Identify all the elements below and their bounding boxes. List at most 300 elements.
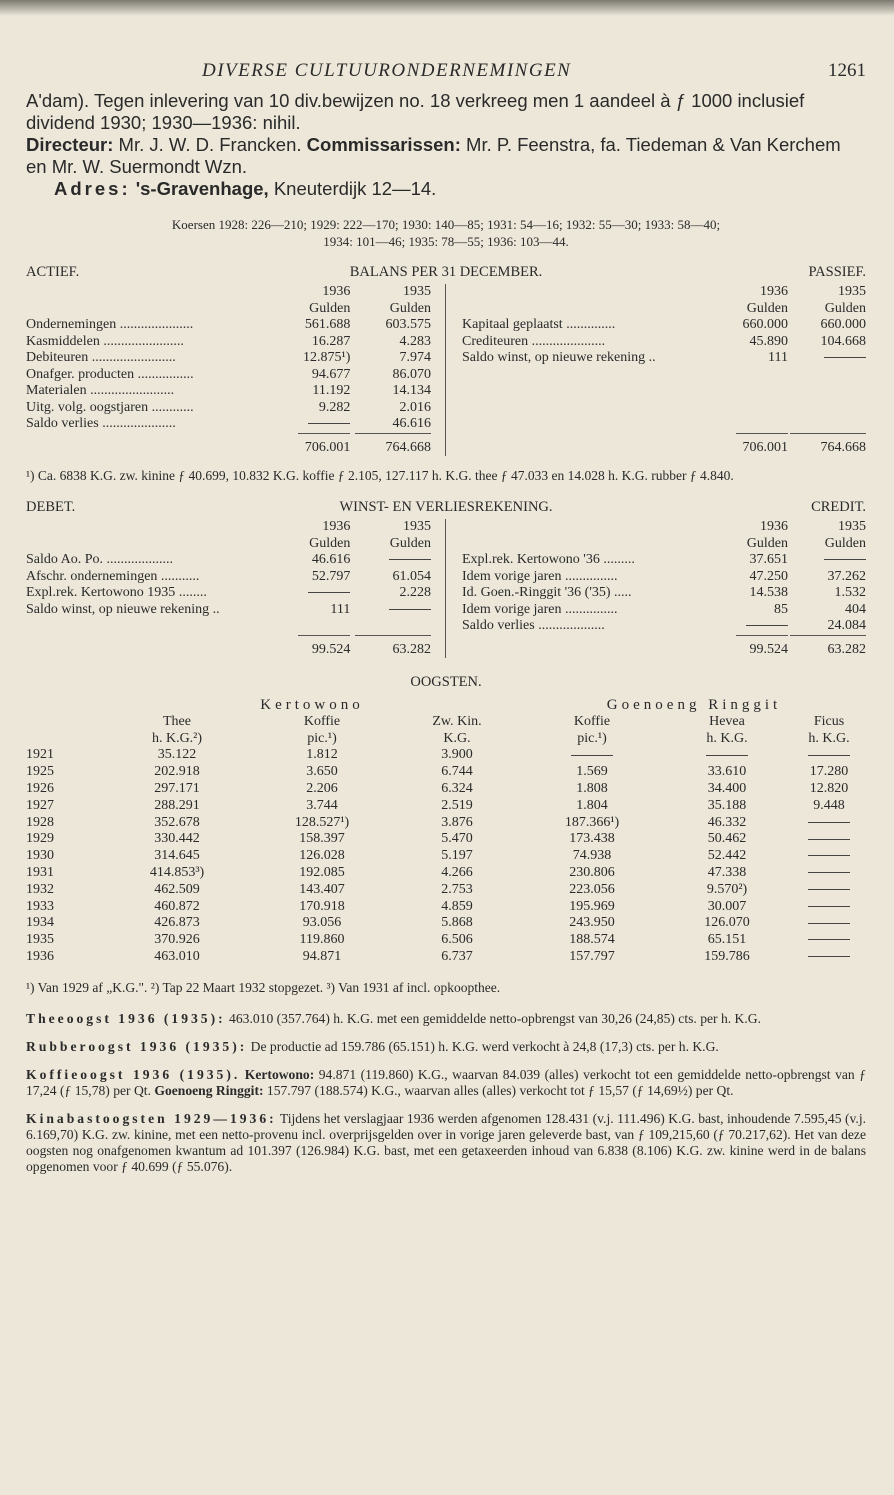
dot-leader: ............... [561, 601, 618, 617]
kina-label: Kinabastoogsten 1929—1936: [26, 1110, 277, 1126]
intro-line: A'dam). Tegen inlevering van 10 div.bewijzen no. 18 verkreeg men 1 aandeel à ƒ 1000 inclusief dividend 1930; 1930—1936: nihil. [26, 90, 805, 133]
value-cell: 426.873 [154, 915, 200, 931]
passief-table [462, 284, 866, 456]
table-row [26, 915, 866, 932]
column-header: Koffie [573, 713, 611, 729]
total-previous [350, 433, 431, 457]
value-current: 11.192 [312, 383, 351, 398]
row-label-text: Materialen [26, 383, 87, 398]
dot-leader: .. [209, 601, 220, 617]
column-header: Zw. Kin. [432, 713, 482, 729]
koffie-label: Koffieoogst 1936 (1935). [26, 1066, 241, 1082]
rubber-paragraph [26, 1039, 866, 1055]
column-header: pic.¹) [307, 730, 337, 746]
row-label [462, 334, 732, 351]
value-cell: 187.366¹) [564, 814, 620, 830]
value-cell: 463.010 [154, 948, 200, 964]
value-cell: 119.860 [299, 932, 345, 948]
column-header: h. K.G.²) [151, 730, 203, 746]
koersen [26, 216, 866, 250]
value-previous: 14.134 [392, 383, 431, 398]
year-cell: 1934 [26, 915, 54, 931]
total-current [298, 635, 350, 659]
value-cell: 6.506 [441, 932, 473, 948]
value-cell: 170.918 [299, 898, 345, 914]
dot-leader: ......... [599, 552, 635, 567]
dot-leader: ................ [134, 366, 194, 382]
row-label-text: Expl.rek. Kertowono 1935 [26, 585, 176, 600]
rubber-label: Rubberoogst 1936 (1935): [26, 1038, 248, 1054]
dot-leader: .............. [562, 317, 616, 332]
value-cell: 35.188 [707, 797, 747, 813]
column-header: h. K.G. [808, 730, 850, 746]
value-cell: 352.678 [154, 814, 200, 830]
table-row [26, 602, 431, 619]
value-cell: 202.918 [154, 764, 200, 780]
value-cell: 1.808 [576, 780, 608, 796]
balans-footnote: ¹) Ca. 6838 K.G. zw. kinine ƒ 40.699, 10.832 K.G. koffie ƒ 2.105, 127.117 h. K.G. thee ƒ 47.033 en 14.028 h. K.G. rubber ƒ 4.840. [26, 468, 734, 483]
value-cell: 157.797 [569, 948, 615, 964]
row-label [462, 602, 732, 619]
column-header: K.G. [443, 730, 471, 746]
dash-mark [808, 822, 850, 823]
dash-mark [808, 872, 850, 873]
value-previous [788, 350, 866, 367]
table-row [26, 949, 866, 966]
value-cell [792, 915, 866, 932]
table-row [26, 781, 866, 798]
dot-leader: ............... [561, 568, 618, 584]
value-cell [792, 848, 866, 865]
value-cell: 1.812 [306, 747, 338, 763]
value-cell [792, 932, 866, 949]
dash-mark [308, 423, 350, 424]
total-previous-value: 764.668 [790, 433, 866, 457]
dot-leader: ................... [534, 618, 605, 633]
row-label [26, 569, 298, 586]
column-header: Ficus [813, 713, 845, 729]
row-label-text: Idem vorige jaren [462, 601, 562, 617]
value-previous [788, 552, 866, 569]
table-row [26, 764, 866, 781]
koersen-line-1: Koersen 1928: 226—210; 1929: 222—170; 1930: 140—85; 1931: 54—16; 1932: 55—30; 1933: 58—40; [171, 217, 721, 232]
value-cell: 173.438 [569, 831, 615, 847]
spacer-row [462, 367, 866, 384]
spacer-row [462, 400, 866, 417]
table-row [26, 815, 866, 832]
row-label [26, 383, 298, 400]
row-label [26, 350, 298, 367]
running-title: DIVERSE CULTUURONDERNEMINGEN [202, 60, 572, 81]
page-number: 1261 [828, 60, 866, 81]
table-row [26, 416, 431, 433]
spacer-row [26, 618, 431, 635]
year-cell: 1935 [26, 932, 54, 948]
value-cell: 314.645 [154, 848, 200, 864]
value-cell: 35.122 [157, 747, 197, 763]
passief-label: PASSIEF. [808, 264, 866, 280]
year-cell: 1928 [26, 814, 54, 830]
year-head: 1935 [838, 284, 866, 299]
oogsten-footnote: ¹) Van 1929 af „K.G.". ²) Tap 22 Maart 1932 stopgezet. ³) Van 1931 af incl. opkoopthee. [26, 979, 501, 995]
value-cell: 46.332 [707, 814, 747, 830]
total-row [26, 635, 431, 659]
total-row [26, 433, 431, 457]
spacer-row [462, 383, 866, 400]
row-label-text: Kapitaal geplaatst [462, 317, 563, 332]
dash-mark [808, 855, 850, 856]
row-label-text: Id. Goen.-Ringgit '36 ('35) [462, 585, 611, 600]
oogsten-title: OOGSTEN. [410, 674, 482, 690]
value-current: 16.287 [311, 333, 351, 349]
table-row [26, 865, 866, 882]
dot-leader: ............ [148, 399, 194, 415]
table-row [462, 552, 866, 569]
directeur-label: Directeur: [26, 134, 114, 155]
value-cell: 128.527¹) [294, 814, 350, 830]
table-row [26, 552, 431, 569]
column-header: Thee [163, 713, 191, 729]
value-previous [350, 552, 431, 569]
year-cell: 1930 [26, 848, 54, 864]
table-row [462, 602, 866, 619]
dot-leader: ..... [610, 585, 632, 600]
value-cell: 370.926 [154, 932, 200, 948]
value-cell: 230.806 [569, 864, 615, 880]
year-cell: 1929 [26, 831, 54, 847]
kina-paragraph [26, 1111, 866, 1175]
value-cell: 3.900 [441, 747, 473, 763]
column-header: pic.¹) [577, 730, 607, 746]
dash-mark [389, 609, 431, 610]
row-label [26, 400, 298, 417]
credit-table [462, 519, 866, 658]
koersen-line-2: 1934: 101—46; 1935: 78—55; 1936: 103—44. [323, 234, 569, 249]
dash-mark [571, 755, 613, 756]
value-previous: 1.532 [834, 585, 866, 600]
table-row [26, 585, 431, 602]
directors-line [26, 134, 866, 178]
balans-heading [26, 264, 866, 284]
value-cell: 47.338 [707, 864, 747, 880]
value-cell [522, 747, 662, 764]
value-cell: 3.744 [306, 797, 338, 813]
total-current [732, 635, 788, 659]
value-cell: 223.056 [569, 881, 615, 897]
row-label [26, 602, 298, 619]
value-cell [792, 949, 866, 966]
kina-text: Tijdens het verslagjaar 1936 werden afgenomen 128.431 (v.j. 111.496) K.G. bast, inhoudende 7.595,45 (v.j. 6.169,70) K.G. zw. kinine, met een netto-provenu incl. overprijsgelden over in vorige jaren geleverde bast, van ƒ 109,215,60 (ƒ 70.217,62). Het van deze oogsten nog onafgenomen kwantum ad 101.397 (126.984) K.G. bast, met een getaxeerden inhoud van 6.838 (8.106) K.G. zw. kinine werd in de balans opgenomen voor ƒ 40.699 (ƒ 55.076). [26, 1110, 867, 1174]
dash-mark [808, 939, 850, 940]
value-cell: 33.610 [707, 764, 747, 780]
dot-leader: ..................... [528, 333, 606, 349]
dash-mark [808, 889, 850, 890]
thee-text: 463.010 (357.764) h. K.G. met een gemiddelde netto-opbrengst van 30,26 (24,85) cts. per h. K.G. [225, 1010, 761, 1026]
year-head: 1936 [760, 284, 788, 299]
value-cell: 6.737 [441, 948, 473, 964]
koffie-text-1: 94.871 (119.860) K.G., waarvan 84.039 (alles) verkocht tot een gemiddelde netto-opbrengst van ƒ 17,24 (ƒ 15,78) per Qt. [26, 1066, 866, 1098]
dot-leader: ................... [103, 552, 174, 567]
value-previous: 7.974 [399, 350, 431, 365]
value-cell: 6.744 [441, 764, 473, 780]
row-label [26, 334, 298, 351]
value-current: 111 [768, 350, 788, 365]
directeur-text: Mr. J. W. D. Francken. [113, 134, 307, 155]
dash-mark [824, 357, 866, 358]
value-cell: 330.442 [154, 831, 200, 847]
value-current: 85 [774, 601, 788, 617]
row-label-text: Ondernemingen [26, 317, 117, 332]
table-row [462, 334, 866, 351]
value-cell: 288.291 [154, 797, 200, 813]
year-head: 1936 [760, 519, 788, 534]
row-label-text: Onafger. producten [26, 366, 135, 382]
value-cell: 414.853³) [149, 864, 205, 880]
adres-text: Kneuterdijk 12—14. [268, 178, 437, 199]
total-previous [350, 635, 431, 659]
row-label [26, 317, 298, 334]
dot-leader: ..................... [98, 416, 176, 431]
value-cell: 4.859 [441, 898, 473, 914]
row-label-text: Afschr. ondernemingen [26, 568, 158, 584]
value-current: 660.000 [742, 317, 788, 332]
dash-mark [746, 625, 788, 626]
year-head: 1935 [838, 519, 866, 534]
table-row [26, 899, 866, 916]
table-row [26, 798, 866, 815]
value-current: 9.282 [318, 399, 351, 415]
value-cell: 34.400 [707, 780, 747, 796]
value-previous [350, 602, 431, 619]
koffie-paragraph [26, 1067, 866, 1099]
value-previous: 86.070 [392, 366, 431, 382]
value-cell [792, 747, 866, 764]
dash-mark [706, 755, 748, 756]
year-cell: 1921 [26, 747, 54, 763]
dash-mark [808, 906, 850, 907]
balans-table [26, 284, 866, 456]
table-row [26, 882, 866, 899]
winst-table [26, 519, 866, 658]
total-previous [788, 433, 866, 457]
credit-label: CREDIT. [811, 499, 866, 515]
value-previous: 660.000 [820, 317, 866, 332]
value-current: 12.875¹) [303, 350, 351, 365]
row-label [462, 569, 732, 586]
value-previous: 2.016 [399, 399, 431, 415]
year-cell: 1927 [26, 797, 54, 813]
total-current-value: 706.001 [298, 433, 350, 457]
document-page [26, 56, 866, 1187]
value-cell: 2.206 [306, 780, 338, 796]
row-label-text: Saldo winst, op nieuwe rekening [462, 350, 646, 365]
total-previous-value: 764.668 [355, 433, 431, 457]
table-row [26, 350, 431, 367]
unit-head: Gulden [746, 535, 788, 551]
value-previous: 46.616 [392, 416, 431, 431]
thee-paragraph [26, 1011, 866, 1027]
table-row [26, 367, 431, 384]
total-label [462, 433, 732, 457]
koffie-text-2: 157.797 (188.574) K.G., waarvan alles (alles) verkocht tot ƒ 15,57 (ƒ 14,69½) per Qt. [263, 1082, 734, 1098]
unit-head: Gulden [309, 300, 351, 316]
row-label-text: Saldo Ao. Po. [26, 552, 104, 567]
value-current: 45.890 [749, 333, 788, 349]
value-cell: 50.462 [707, 831, 747, 847]
value-cell: 9.570²) [706, 881, 748, 897]
company-intro [26, 90, 866, 200]
row-label-text: Crediteuren [462, 333, 529, 349]
value-cell: 4.266 [441, 864, 473, 880]
row-label [26, 552, 298, 569]
row-label-text: Idem vorige jaren [462, 568, 562, 584]
value-cell: 1.804 [576, 797, 608, 813]
total-current-value: 99.524 [736, 635, 788, 659]
value-cell [662, 747, 792, 764]
year-cell: 1933 [26, 898, 54, 914]
total-label [462, 635, 732, 659]
commissarissen-label: Commissarissen: [306, 134, 461, 155]
value-current: 111 [330, 601, 351, 617]
value-cell: 159.786 [704, 948, 750, 964]
value-previous: 2.228 [399, 585, 431, 600]
column-header: Koffie [303, 713, 341, 729]
value-cell: 5.868 [441, 915, 473, 931]
unit-head: Gulden [309, 535, 351, 551]
koffie-kertowono: Kertowono: [240, 1066, 315, 1082]
value-cell [792, 831, 866, 848]
value-cell: 30.007 [707, 898, 747, 914]
table-row [26, 932, 866, 949]
address-line [26, 178, 866, 200]
table-row [26, 400, 431, 417]
rubber-text: De productie ad 159.786 (65.151) h. K.G. werd verkocht à 24,8 (17,3) cts. per h. K.G. [247, 1038, 719, 1054]
spacer-row [462, 416, 866, 433]
value-previous: 404 [845, 601, 866, 617]
dot-leader: ........................ [88, 350, 176, 365]
year-head: 1935 [403, 519, 431, 534]
value-cell: 460.872 [154, 898, 200, 914]
actief-table [26, 284, 431, 456]
value-cell: 2.753 [441, 881, 473, 897]
group-goenoeng-ringgit: Goenoeng Ringgit [606, 697, 782, 713]
year-head: 1935 [403, 284, 431, 299]
value-previous: 4.283 [399, 333, 431, 349]
value-cell: 17.280 [809, 764, 849, 780]
total-current-value: 706.001 [736, 433, 788, 457]
value-cell: 126.070 [704, 915, 750, 931]
group-kertowono: Kertowono [260, 697, 364, 713]
commissarissen-text: Mr. P. Feenstra, fa. Tiedeman & Van Kerchem en Mr. W. Suermondt Wzn. [26, 134, 841, 177]
total-previous-value: 63.282 [790, 635, 866, 659]
value-cell: 5.470 [441, 831, 473, 847]
column-header: h. K.G. [706, 730, 748, 746]
table-row [462, 317, 866, 334]
debet-table [26, 519, 431, 658]
value-current: 46.616 [311, 552, 351, 567]
dash-mark [808, 839, 850, 840]
value-cell: 297.171 [154, 780, 200, 796]
header-row [26, 731, 866, 748]
value-previous: 104.668 [820, 333, 866, 349]
winst-title: WINST- EN VERLIESREKENING. [339, 499, 553, 515]
year-cell: 1931 [26, 864, 54, 880]
row-label-text: Kasmiddelen [26, 333, 100, 349]
dash-mark [824, 559, 866, 560]
row-label [26, 585, 298, 602]
dot-leader: ....................... [99, 333, 184, 349]
unit-head: Gulden [389, 300, 431, 316]
total-label [26, 635, 298, 659]
scan-edge [0, 0, 894, 16]
dash-mark [808, 956, 850, 957]
value-cell: 65.151 [707, 932, 747, 948]
unit-head: Gulden [824, 535, 866, 551]
value-previous: 603.575 [385, 317, 431, 332]
value-cell: 5.197 [441, 848, 473, 864]
value-cell: 143.407 [299, 881, 345, 897]
value-cell: 462.509 [154, 881, 200, 897]
total-current-value: 99.524 [298, 635, 350, 659]
value-cell: 12.820 [809, 780, 849, 796]
value-cell: 6.324 [441, 780, 473, 796]
total-label [26, 433, 298, 457]
running-header [26, 56, 866, 90]
value-current: 47.250 [749, 568, 788, 584]
header-row [26, 714, 866, 731]
value-cell [792, 865, 866, 882]
row-label [462, 585, 732, 602]
balans-title: BALANS PER 31 DECEMBER. [349, 264, 543, 280]
row-label [462, 618, 732, 635]
dash-mark [389, 559, 431, 560]
dash-mark [808, 923, 850, 924]
value-cell: 52.442 [707, 848, 747, 864]
total-previous [788, 635, 866, 659]
row-label-text: Debiteuren [26, 350, 89, 365]
row-label-text: Expl.rek. Kertowono '36 [462, 552, 600, 567]
row-label [462, 350, 732, 367]
row-label [462, 552, 732, 569]
winst-heading [26, 499, 866, 519]
dot-leader: ........................ [86, 383, 175, 398]
thee-label: Theeoogst 1936 (1935): [26, 1010, 226, 1026]
table-row [462, 350, 866, 367]
value-cell: 195.969 [569, 898, 615, 914]
year-cell: 1936 [26, 948, 54, 964]
dash-mark [308, 592, 350, 593]
value-cell: 126.028 [299, 848, 345, 864]
koffie-goenoeng: Goenoeng Ringgit: [154, 1082, 264, 1098]
table-row [26, 317, 431, 334]
value-cell: 93.056 [302, 915, 342, 931]
row-label-text: Uitg. volg. oogstjaren [26, 399, 149, 415]
value-cell: 3.876 [441, 814, 473, 830]
column-header: Hevea [709, 713, 745, 729]
value-cell [792, 882, 866, 899]
table-row [462, 585, 866, 602]
total-previous-value: 63.282 [355, 635, 431, 659]
value-previous: 61.054 [392, 568, 431, 584]
table-row [26, 831, 866, 848]
value-current: 52.797 [311, 568, 351, 584]
table-row [26, 848, 866, 865]
dot-leader: .. [645, 350, 656, 365]
unit-head: Gulden [746, 300, 788, 316]
row-label [462, 317, 732, 334]
dot-leader: ........ [175, 585, 207, 600]
total-row [462, 433, 866, 457]
